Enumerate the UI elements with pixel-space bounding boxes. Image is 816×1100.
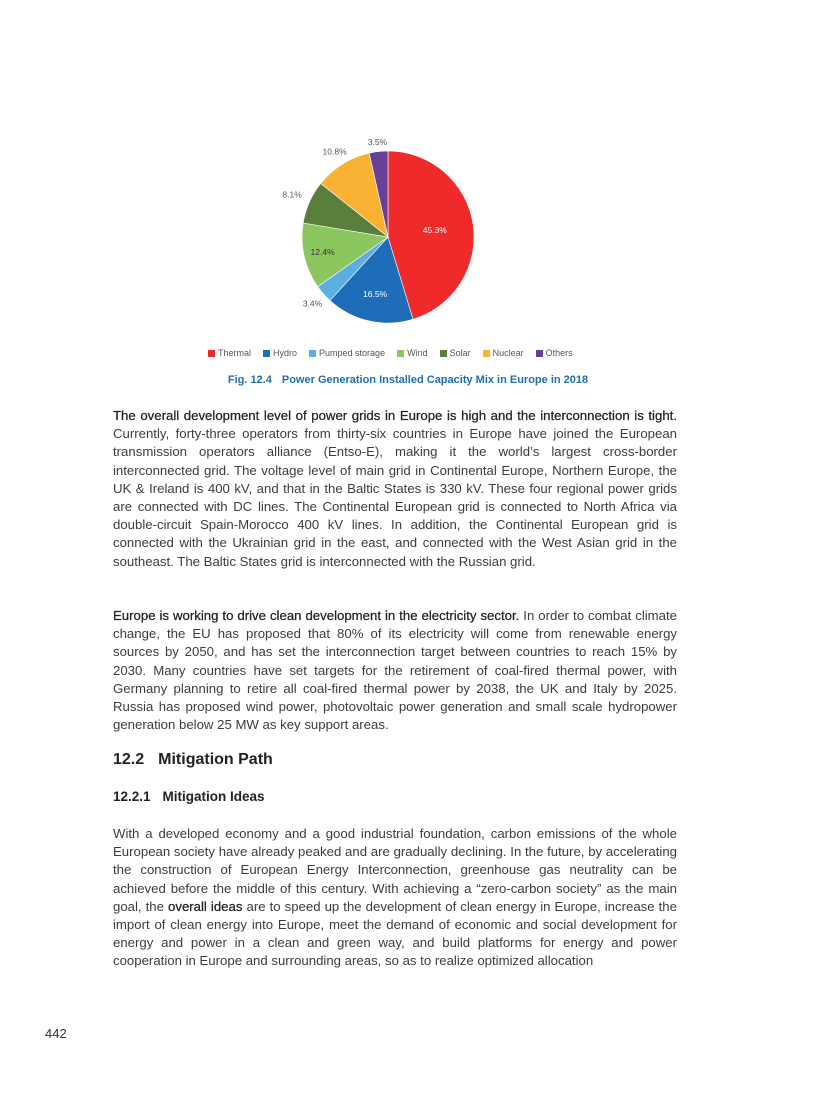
page-number: 442 bbox=[45, 1026, 67, 1041]
paragraph-body: Currently, forty-three operators from thirty-six countries in Europe have joined the European transmission operators alliance (Entso-E), making it the world’s largest cross-border interconnected grid. The voltage level of main grid in Continental Europe, Northern Europe, the UK & Ireland is 400 kV, and that in the Baltic States is 330 kV. These four regional power grids are connected with DC lines. The Continental European grid is connected to North Africa via double-circuit Spain-Morocco 400 kV lines. In addition, the Continental European grid is connected with the Ukrainian grid in the east, and connected with the West Asian grid in the southeast. The Baltic States grid is interconnected with the Russian grid. bbox=[113, 426, 677, 569]
paragraph-mitigation-ideas bbox=[113, 825, 677, 971]
legend-item-solar bbox=[440, 348, 471, 358]
paragraph-lead: The overall development level of power grids in Europe is high and the interconnection is tight. bbox=[113, 408, 677, 423]
pie-value-label: 10.8% bbox=[322, 146, 347, 157]
legend-item-hydro bbox=[263, 348, 297, 358]
legend-label: Pumped storage bbox=[319, 348, 386, 358]
pie-value-label: 8.1% bbox=[282, 189, 302, 200]
legend-swatch bbox=[483, 350, 490, 357]
legend-swatch bbox=[309, 350, 316, 357]
pie-value-label: 3.4% bbox=[302, 298, 323, 309]
legend-item-wind bbox=[397, 348, 428, 358]
section-heading bbox=[113, 751, 273, 769]
legend-item-others bbox=[536, 348, 573, 358]
legend-item-pumped-storage bbox=[309, 348, 385, 358]
pie-value-label: 12.4% bbox=[310, 247, 335, 257]
legend-item-thermal bbox=[208, 348, 251, 358]
legend-label: Others bbox=[545, 348, 573, 358]
legend-label: Hydro bbox=[273, 348, 298, 358]
legend-label: Solar bbox=[449, 348, 471, 358]
legend-swatch bbox=[536, 350, 543, 357]
paragraph-clean-development bbox=[113, 607, 677, 734]
legend-label: Nuclear bbox=[492, 348, 524, 358]
figure-caption bbox=[0, 374, 816, 386]
paragraph-body: In order to combat climate change, the EU has proposed that 80% of its electricity will come from renewable energy sources by 2050, and has set the interconnection target between countries to reach 15% by 2030. Many countries have set targets for the retirement of coal-fired thermal power, with Germany planning to retire all coal-fired thermal power by 2038, the UK and Italy by 2025. Russia has proposed wind power, photovoltaic power generation and small scale hydropower generation below 25 MW as key support areas. bbox=[113, 608, 678, 733]
paragraph-text: are to speed up the development of clean energy in Europe, increase the import of clean energy into Europe, meet the demand of economic and social development for energy and power in a clean and green way, and build platforms for energy and power cooperation in Europe and surrounding areas, so as to realize optimized allocation bbox=[113, 898, 677, 969]
legend-swatch bbox=[208, 350, 215, 357]
legend-swatch bbox=[440, 350, 447, 357]
subsection-title: Mitigation Ideas bbox=[162, 789, 265, 804]
pie-value-label: 3.5% bbox=[367, 137, 388, 148]
figure-title: Power Generation Installed Capacity Mix in Europe in 2018 bbox=[281, 374, 589, 386]
pie-value-label: 16.5% bbox=[363, 289, 388, 299]
legend-label: Wind bbox=[407, 348, 428, 358]
paragraph-lead: Europe is working to drive clean development in the electricity sector. bbox=[113, 608, 520, 623]
chart-legend bbox=[208, 348, 573, 358]
section-number: 12.2 bbox=[113, 751, 145, 768]
legend-swatch bbox=[397, 350, 404, 357]
paragraph-grid-overview bbox=[113, 407, 677, 571]
legend-swatch bbox=[263, 350, 270, 357]
pie-value-label: 45.3% bbox=[422, 225, 447, 235]
paragraph-emphasis: overall ideas bbox=[168, 898, 243, 914]
figure-number: Fig. 12.4 bbox=[227, 374, 272, 386]
legend-item-nuclear bbox=[483, 348, 524, 358]
pie-chart bbox=[0, 0, 816, 400]
paragraph-text: With a developed economy and a good industrial foundation, carbon emissions of the whole European society have already peaked and are gradually declining. In the future, by accelerating the construction of European Energy Interconnection, greenhouse gas neutrality can be achieved before the middle of this century. With achieving a “zero-carbon society” as the main goal, the bbox=[113, 826, 677, 914]
subsection-heading bbox=[113, 789, 265, 804]
section-title: Mitigation Path bbox=[158, 751, 273, 768]
legend-label: Thermal bbox=[218, 348, 252, 358]
subsection-number: 12.2.1 bbox=[113, 789, 151, 804]
